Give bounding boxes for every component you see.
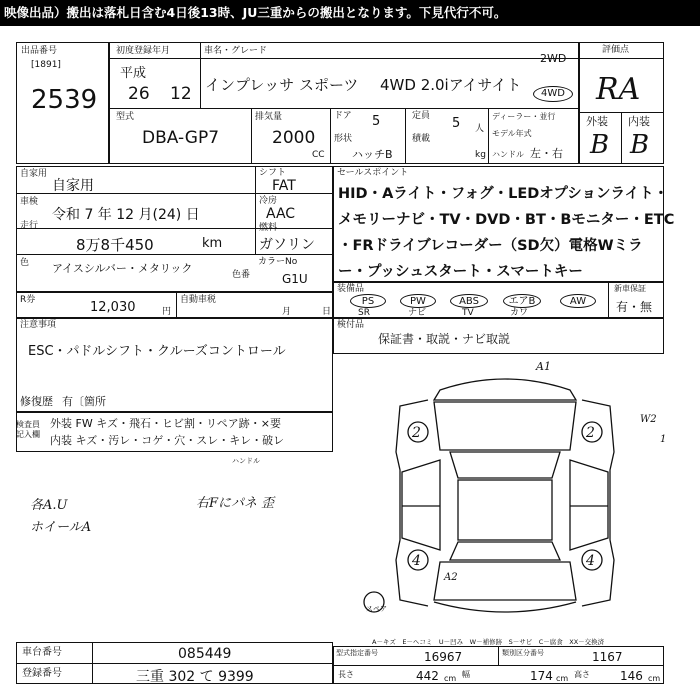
svg-text:4: 4 <box>412 553 421 569</box>
handwritten-note-2: ホイールA <box>30 520 92 535</box>
height-label: 高さ <box>574 670 590 679</box>
equip-ps: PS <box>350 294 386 308</box>
repair-label: 修復歴 <box>20 395 53 408</box>
sales-line-3: ・FRドライブレコーダー（SD欠）電格Wミラ <box>338 238 643 254</box>
fuel-label: 燃料 <box>259 223 278 233</box>
handle: 左・右 <box>530 147 563 160</box>
color-no-label: 色番 <box>232 270 251 280</box>
plate-label: 登録番号 <box>22 668 62 679</box>
width-unit: cm <box>556 674 569 683</box>
model-year-label: モデル年式 <box>492 129 532 138</box>
reg-month: 12 <box>170 84 192 104</box>
ac-label: 冷房 <box>259 196 278 206</box>
handwritten-note-1: 各A.U <box>30 498 68 513</box>
cc-unit: CC <box>312 150 325 160</box>
equip-tv: TV <box>462 308 474 318</box>
mileage: 8万8千450 <box>76 236 154 254</box>
length-label: 長さ <box>338 670 354 679</box>
roof <box>458 480 552 540</box>
car-grade: 4WD 2.0iアイサイト <box>380 76 522 94</box>
color-code: G1U <box>282 272 308 286</box>
lot-number: 2539 <box>31 85 98 115</box>
chassis-number: 085449 <box>178 646 232 662</box>
exterior-row: 外装 FW キズ・飛石・ヒビ割・リペア跡・×要 <box>50 417 281 430</box>
equip-leather: カワ <box>510 308 529 318</box>
dealer-label: ディーラー・並行 <box>492 112 556 121</box>
sales-line-2: メモリーナビ・TV・DVD・BT・Bモニター・ETC <box>338 212 675 228</box>
left-doors <box>402 460 440 550</box>
chassis-label: 車台番号 <box>22 647 62 658</box>
type-label: 型式指定番号 <box>336 649 378 657</box>
equip-airbag: エアB <box>503 294 541 308</box>
interior-row: 内装 キズ・汚レ・コゲ・穴・スレ・キレ・破レ <box>50 434 285 447</box>
interior-label: 内装 <box>628 115 650 128</box>
damage-legend: A－キズ E－ヘコミ U－凹み W－補修跡 S－サビ C－腐食 XX－交換済 <box>372 638 605 646</box>
mark-a1: A1 <box>536 360 551 373</box>
equip-sr: SR <box>358 308 370 318</box>
rear-bumper <box>434 602 576 612</box>
exhibit-label: 出品番号 <box>21 46 58 56</box>
drive-4wd: 4WD <box>533 86 573 102</box>
equip-aw: AW <box>560 294 596 308</box>
mark-w2: W2 <box>640 414 657 425</box>
ac: AAC <box>266 206 296 222</box>
inspector-label: 検査員記入欄 <box>16 420 40 439</box>
exhibit-sub: [1891] <box>31 60 61 70</box>
tax-month: 月 <box>282 307 292 317</box>
rear-glass <box>450 542 560 560</box>
mileage-label: 走行 <box>20 221 39 231</box>
handle-label: ハンドル <box>492 150 524 159</box>
equip-navi: ナビ <box>408 308 427 318</box>
recycle-label: R券 <box>20 295 36 305</box>
sales-points-label: セールスポイント <box>337 168 409 178</box>
use: 自家用 <box>52 178 94 194</box>
color-code-label: カラーNo <box>258 257 298 267</box>
plate-number: 三重 302 て 9399 <box>136 669 254 685</box>
mark-1: 1 <box>660 434 667 445</box>
class-number: 1167 <box>592 650 623 664</box>
use-label: 自家用 <box>20 169 48 179</box>
lot-box <box>16 42 109 164</box>
front-bumper <box>434 379 576 400</box>
exterior-label: 外装 <box>586 115 608 128</box>
svg-text:2: 2 <box>412 425 421 441</box>
notes-label: 注意事項 <box>20 320 57 330</box>
rating: RA <box>596 72 641 107</box>
yen-unit: 円 <box>162 307 172 317</box>
drive-2wd: 2WD <box>540 52 567 65</box>
spare-label: スペア <box>366 605 387 613</box>
documents-label: 検付品 <box>337 320 365 330</box>
equipment-label: 装備品 <box>337 284 365 294</box>
color-label: 色 <box>20 258 30 268</box>
first-reg-label: 初度登録年月 <box>116 46 171 56</box>
tax-label: 自動車税 <box>180 295 217 305</box>
doors: 5 <box>372 114 381 129</box>
new-car-warranty: 有・無 <box>616 300 653 314</box>
handle-note: ハンドル <box>232 457 260 465</box>
exterior-grade: B <box>590 130 610 160</box>
sales-line-1: HID・Aライト・フォグ・LEDオプションライト・ <box>338 186 669 202</box>
sales-line-4: ー・プッシュスタート・スマートキー <box>338 264 583 280</box>
shape-label: 形状 <box>334 134 353 144</box>
mark-a2: A2 <box>444 572 458 583</box>
car-name-label: 車名・グレード <box>204 46 268 56</box>
inspection-label: 車検 <box>20 197 39 207</box>
height-unit: cm <box>648 674 661 683</box>
reg-year: 26 <box>128 84 150 104</box>
auction-banner: 映像出品）搬出は落札日含む4日後13時、JU三重からの搬出となります。下見代行不可。 <box>0 0 700 26</box>
era: 平成 <box>120 66 147 81</box>
length-unit: cm <box>444 674 457 683</box>
shift: FAT <box>272 178 296 194</box>
height: 146 <box>620 669 643 683</box>
displacement: 2000 <box>272 128 316 148</box>
load-label: 積載 <box>412 134 431 144</box>
equip-abs: ABS <box>450 294 488 308</box>
inspection-date: 令和 7 年 12 月(24) 日 <box>52 207 200 223</box>
tax-day: 日 <box>322 307 332 317</box>
shift-label: シフト <box>259 168 287 178</box>
recycle-amount: 12,030 <box>90 300 136 315</box>
equip-pw: PW <box>400 294 436 308</box>
displacement-label: 排気量 <box>255 112 283 122</box>
shape: ハッチB <box>352 148 393 161</box>
capacity-label: 定員 <box>412 111 431 121</box>
notes-text: ESC・パドルシフト・クルーズコントロール <box>28 344 286 359</box>
svg-text:2: 2 <box>586 425 595 441</box>
new-car-label: 新車保証 <box>614 284 646 293</box>
doors-label: ドア <box>334 111 352 121</box>
car-name: インプレッサ スポーツ <box>205 76 359 94</box>
model-code: DBA-GP7 <box>142 128 220 148</box>
color-name: アイスシルバー・メタリック <box>52 262 193 275</box>
capacity: 5 <box>452 116 461 131</box>
right-doors <box>570 460 608 550</box>
width: 174 <box>530 669 553 683</box>
model-label: 型式 <box>116 112 135 122</box>
type-number: 16967 <box>424 650 463 664</box>
svg-text:4: 4 <box>586 553 595 569</box>
width-label: 幅 <box>462 670 470 679</box>
rating-label: 評価点 <box>602 45 630 55</box>
interior-grade: B <box>630 130 650 160</box>
hood <box>434 402 576 450</box>
windshield <box>450 452 560 478</box>
class-label: 類別区分番号 <box>502 649 544 657</box>
car-damage-diagram <box>340 360 670 630</box>
km-unit: km <box>202 236 223 251</box>
person-unit: 人 <box>475 124 485 134</box>
documents: 保証書・取説・ナビ取説 <box>378 332 511 346</box>
fuel: ガソリン <box>259 237 315 253</box>
kg-unit: kg <box>475 150 486 160</box>
handwritten-note-3: 右Fにパネ 歪 <box>196 496 275 511</box>
repair-value: 有〔箇所 <box>62 395 106 408</box>
length: 442 <box>416 669 439 683</box>
